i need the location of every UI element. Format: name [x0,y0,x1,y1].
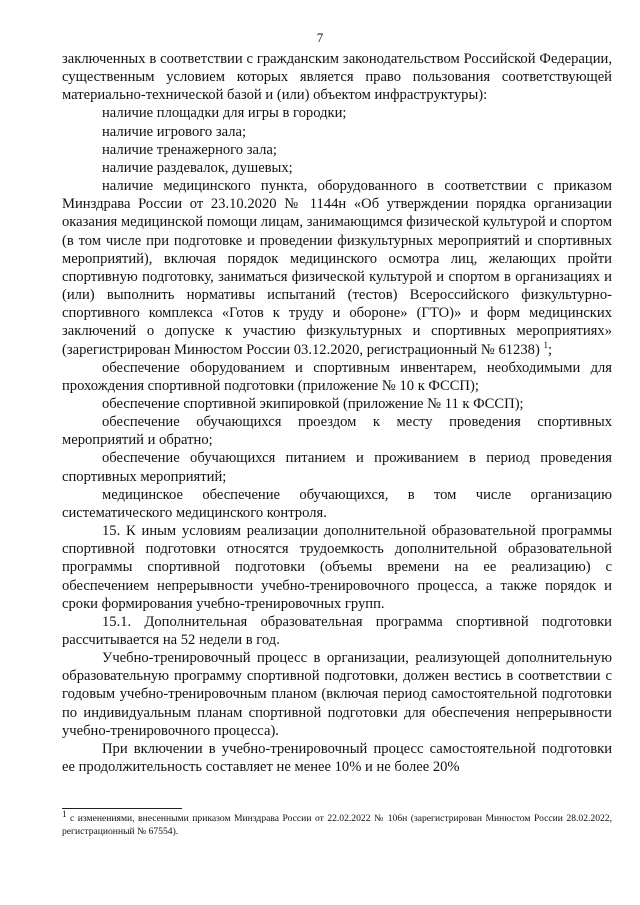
footnote-text: с изменениями, внесенными приказом Минздрава России от 22.02.2022 № 106н (зарегистрирован Минюстом России 28.02.2022, регистрационный № 67554). [62,813,612,837]
body-text [62,50,612,776]
paragraph-text: наличие медицинского пункта, оборудованного в соответствии с приказом Минздрава России от 23.10.2020 № 1144н «Об утверждении порядка организации оказания медицинской помощи лицам, занимающимся физической культурой и спортом (в том числе при подготовке и проведении физкультурных мероприятий и спортивных мероприятий), включая порядок медицинского осмотра лиц, желающих пройти спортивную подготовку, заниматься физической культурой и спортом в организациях и (или) выполнить нормативы испытаний (тестов) Всероссийского физкультурно-спортивного комплекса «Готов к труду и обороне» (ГТО)» и форм медицинских заключений о допуске к участию физкультурных и спортивных мероприятиях» (зарегистрирован Минюстом России 03.12.2020, регистрационный № 61238) [62,178,612,358]
footnote-reference[interactable]: 1 [543,339,548,350]
footnote-divider [62,808,182,809]
list-item: наличие раздевалок, душевых; [102,159,293,176]
list-item: наличие площадки для игры в городки; [102,105,347,122]
paragraph: обеспечение спортивной экипировкой (приложение № 11 к ФССП); [102,395,524,412]
paragraph-section-15-1: 15.1. Дополнительная образовательная программа спортивной подготовки рассчитывается на 52 недели в год. [62,613,612,648]
footnote-mark: 1 [62,808,67,819]
paragraph: заключенных в соответствии с гражданским законодательством Российской Федерации, существенным условием которых является право пользования соответствующей материально-технической базой и (или) объектом инфраструктуры): [62,51,612,104]
list-item: наличие тренажерного зала; [102,141,277,158]
page-number: 7 [316,30,324,45]
paragraph-medical-point [62,177,612,359]
list-item: наличие игрового зала; [102,123,247,140]
paragraph: При включении в учебно-тренировочный процесс самостоятельной подготовки ее продолжительность составляет не менее 10% и не более 20% [62,740,612,776]
paragraph: Учебно-тренировочный процесс в организации, реализующей дополнительную образовательную программу спортивной подготовки, должен вестись в соответствии с годовым учебно-тренировочным планом (включая период самостоятельной подготовки по индивидуальным планам спортивной подготовки для обеспечения непрерывности учебно-тренировочного процесса). [62,650,612,739]
footnote [62,808,612,838]
paragraph: обеспечение обучающихся проездом к месту проведения спортивных мероприятий и обратно; [62,414,612,449]
paragraph: обеспечение оборудованием и спортивным инвентарем, необходимыми для прохождения спортивной подготовки (приложение № 10 к ФССП); [62,359,612,394]
paragraph-section-15: 15. К иным условиям реализации дополнительной образовательной программы спортивной подготовки относятся трудоемкость дополнительной образовательной программы спортивной подготовки (объемы времени на ее реализацию) с обеспечением непрерывности учебно-тренировочного процесса, а также порядок и сроки формирования учебно-тренировочных групп. [62,523,612,612]
paragraph-tail: ; [547,341,553,358]
paragraph: медицинское обеспечение обучающихся, в том числе организацию систематического медицинского контроля. [62,486,612,521]
paragraph: обеспечение обучающихся питанием и проживанием в период проведения спортивных мероприятий; [62,450,612,485]
